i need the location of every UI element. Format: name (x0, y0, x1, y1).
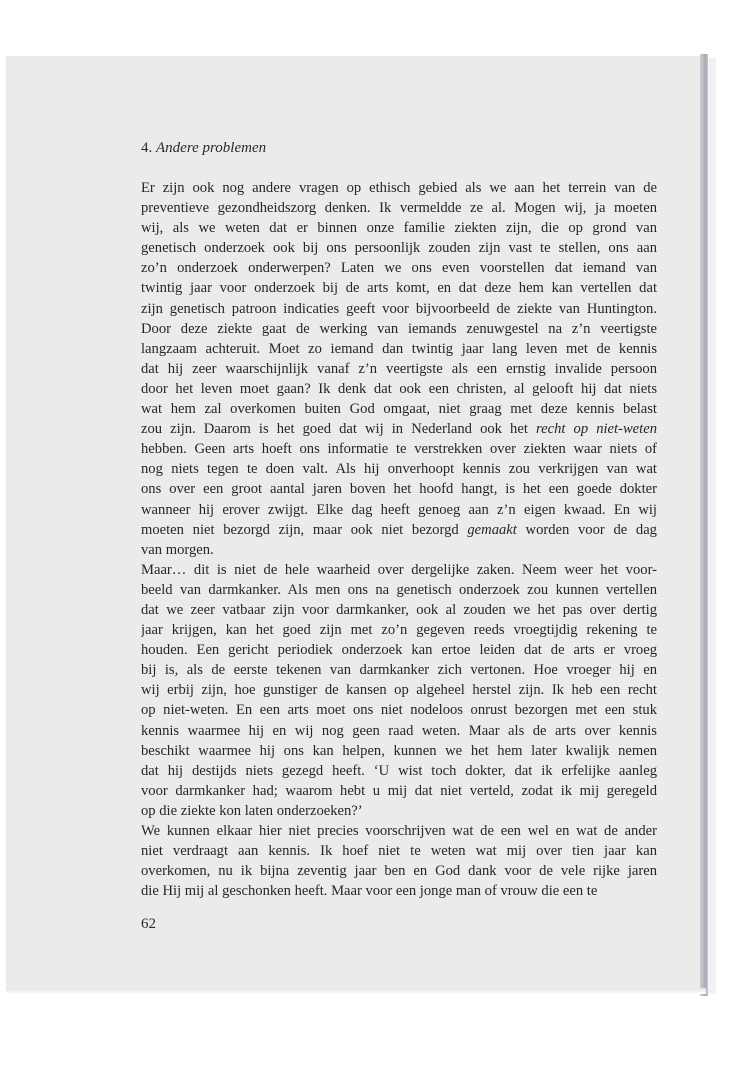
page-number: 62 (141, 916, 156, 932)
text-line (141, 680, 657, 700)
text-segment: niet verdraagt aan kennis. Ik hoef niet te weten wat mij over tien jaar kan (141, 843, 657, 860)
text-line (141, 379, 657, 399)
text-segment: beschikt waarmee hij ons kan helpen, kunnen we het hem later kwalijk nemen (141, 742, 657, 759)
body-text (141, 178, 657, 901)
text-segment: langzaam achteruit. Moet zo iemand dan twintig jaar lang leven met de kennis (141, 340, 657, 357)
text-segment: hebben. Geen arts hoeft ons informatie te verstrekken over ziekten waar niets of (141, 441, 657, 458)
text-line (141, 399, 657, 419)
text-line (141, 600, 657, 620)
text-segment: houden. Een gericht periodiek onderzoek kan ertoe leiden dat de arts er vroeg (141, 642, 657, 659)
text-line (141, 299, 657, 319)
text-segment: wat hem zal overkomen buiten God omgaat, niet graag met deze kennis belast (141, 401, 657, 418)
text-line (141, 640, 657, 660)
text-segment: genetisch onderzoek ook bij ons persoonlijk zouden zijn vast te stellen, ons aan (141, 240, 657, 257)
text-segment: wij, als we weten dat er binnen onze familie ziekten zijn, die op grond van (141, 220, 657, 237)
text-line (141, 319, 657, 339)
text-segment: dat we zeer vatbaar zijn voor darmkanker, ook al zouden we het pas over dertig (141, 601, 657, 618)
text-line (141, 580, 657, 600)
text-segment: We kunnen elkaar hier niet precies voorschrijven wat de een wel en wat de ander (141, 823, 657, 839)
text-segment: beeld van darmkanker. Als men ons na genetisch onderzoek zou kunnen vertellen (141, 581, 657, 598)
text-line (141, 660, 657, 680)
section-number: 4. (141, 140, 156, 156)
text-segment: die Hij mij al geschonken heeft. Maar voor een jonge man of vrouw die een te (141, 883, 598, 900)
text-line (141, 841, 657, 861)
text-segment: zo’n onderzoek onderwerpen? Laten we ons even voorstellen dat iemand van (141, 260, 657, 277)
text-segment: wij erbij zijn, hoe gunstiger de kansen op algeheel herstel zijn. Ik heb een recht (141, 682, 657, 699)
text-segment: dat hij zeer waarschijnlijk vanaf z’n veertigste als een ernstig invalide persoon (141, 360, 657, 377)
text-line (141, 861, 657, 881)
text-line (141, 479, 657, 499)
text-line (141, 459, 657, 479)
text-segment: twintig jaar voor onderzoek bij de arts komt, en dat deze hem kan vertellen dat (141, 280, 657, 297)
text-line (141, 620, 657, 640)
text-line (141, 520, 657, 540)
text-line (141, 278, 657, 298)
text-segment: ons over een groot aantal jaren boven het hoofd hangt, is het een goede dokter (141, 481, 657, 498)
text-line (141, 741, 657, 761)
text-segment: zou zijn. Daarom is het goed dat wij in Nederland ook het (141, 421, 536, 438)
text-line (141, 781, 657, 801)
paragraph (141, 821, 657, 901)
page-edge-shadow (700, 54, 708, 996)
text-segment: worden voor de dag (516, 521, 657, 538)
text-segment: dat hij destijds niets gezegd heeft. ‘U wist toch dokter, dat ik erfelijke aanleg (141, 762, 657, 779)
emphasis-text: recht op niet-weten (535, 421, 657, 438)
paragraph (141, 560, 657, 821)
text-segment: jaar krijgen, kan het goed zijn met zo’n gegeven reeds vroegtijdig rekening te (141, 622, 657, 639)
text-line (141, 439, 657, 459)
text-segment: kennis waarmee hij en wij nog geen raad weten. Maar als de arts over kennis (141, 722, 657, 739)
text-line (141, 339, 657, 359)
text-line (141, 721, 657, 741)
text-line (141, 238, 657, 258)
text-segment: Er zijn ook nog andere vragen op ethisch gebied als we aan het terrein van de (141, 180, 657, 196)
text-segment: wanneer hij erover zwijgt. Elke dag heeft genoeg aan z’n eigen kwaad. En wij (141, 501, 657, 518)
text-line (141, 178, 657, 198)
text-segment: nog niets tegen te doen valt. Als hij onverhoopt kennis zou verkrijgen van wat (141, 461, 657, 478)
section-title: Andere problemen (156, 140, 267, 156)
text-segment: preventieve gezondheidszorg denken. Ik vermeldde ze al. Mogen wij, ja moeten (141, 200, 657, 217)
text-line (141, 218, 657, 238)
text-line (141, 560, 657, 580)
text-line (141, 821, 657, 841)
page-edge-highlight (708, 58, 716, 994)
text-line (141, 881, 657, 901)
text-segment: overkomen, nu ik bijna zeventig jaar ben en God dank voor de vele rijke jaren (141, 863, 657, 880)
text-line (141, 359, 657, 379)
text-line (141, 500, 657, 520)
text-segment: op die ziekte kon laten onderzoeken?’ (141, 802, 363, 819)
text-line (141, 761, 657, 781)
page-bottom-shadow (6, 988, 706, 994)
text-segment: zijn genetisch patroon indicaties geeft voor bijvoorbeeld de ziekte van Huntington. (141, 300, 657, 317)
emphasis-text: gemaakt (467, 521, 517, 538)
paragraph (141, 178, 657, 560)
text-line (141, 700, 657, 720)
text-segment: op niet-weten. En een arts moet ons niet nodeloos onrust bezorgen met een stuk (141, 702, 657, 719)
text-segment: van morgen. (141, 541, 214, 558)
text-segment: door het leven moet gaan? Ik denk dat ook een christen, al gelooft hij dat niets (141, 380, 657, 397)
text-line (141, 198, 657, 218)
text-line (141, 540, 657, 560)
text-line (141, 419, 657, 439)
text-line (141, 258, 657, 278)
text-line (141, 801, 657, 821)
text-segment: bij is, als de eerste tekenen van darmkanker zich vertonen. Hoe vroeger hij en (141, 662, 657, 679)
text-segment: voor darmkanker had; waarom hebt u mij dat niet verteld, zodat ik mij geregeld (141, 782, 657, 799)
text-segment: moeten niet bezorgd zijn, maar ook niet bezorgd (141, 521, 468, 538)
text-segment: Maar… dit is niet de hele waarheid over dergelijke zaken. Neem weer het voor- (141, 561, 657, 578)
text-segment: Door deze ziekte gaat de werking van iemands zenuwgestel na z’n veertigste (141, 320, 657, 337)
section-heading (141, 140, 266, 157)
